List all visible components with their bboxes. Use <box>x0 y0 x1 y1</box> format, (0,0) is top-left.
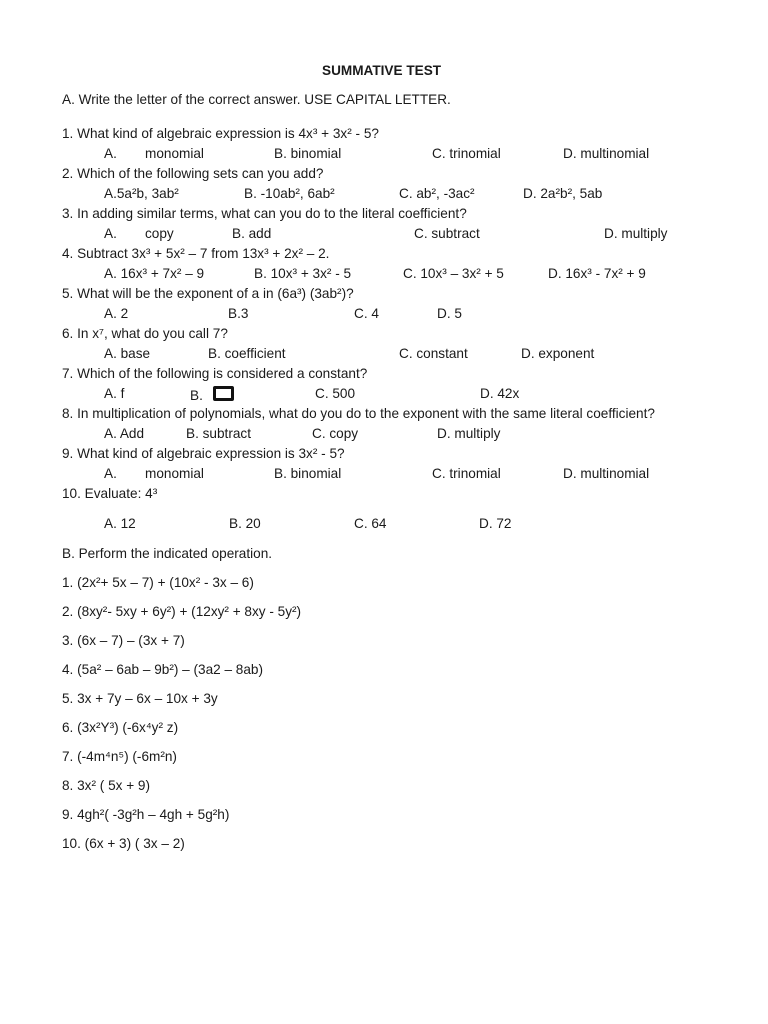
section-b-item-6: 6. (3x²Y³) (-6x⁴y² z) <box>62 720 179 735</box>
section-a-instruction: A. Write the letter of the correct answer. USE CAPITAL LETTER. <box>62 92 451 107</box>
q1-option-b: B. binomial <box>274 146 342 161</box>
q7-option-c: C. 500 <box>315 386 356 401</box>
q1-option-a-text: monomial <box>145 146 204 161</box>
section-b-item-10: 10. (6x + 3) ( 3x – 2) <box>62 836 185 851</box>
question-10-stem: 10. Evaluate: 4³ <box>62 486 158 501</box>
section-b-item-8: 8. 3x² ( 5x + 9) <box>62 778 151 793</box>
question-8-stem: 8. In multiplication of polynomials, what do you do to the exponent with the same literal coefficient? <box>62 406 655 421</box>
question-6-stem: 6. In x⁷, what do you call 7? <box>62 326 228 341</box>
section-b-instruction: B. Perform the indicated operation. <box>62 546 273 561</box>
question-3-stem: 3. In adding similar terms, what can you do to the literal coefficient? <box>62 206 467 221</box>
q1-option-d: D. multinomial <box>563 146 650 161</box>
q4-option-a: A. 16x³ + 7x² – 9 <box>104 266 205 281</box>
q2-option-d: D. 2a²b², 5ab <box>523 186 603 201</box>
q8-option-a: A. Add <box>104 426 145 441</box>
q9-option-a-letter: A. <box>104 466 117 481</box>
q6-option-d: D. exponent <box>521 346 595 361</box>
q6-option-a: A. base <box>104 346 151 361</box>
q1-option-c: C. trinomial <box>432 146 501 161</box>
q7-option-b-label: B. <box>190 388 203 403</box>
q6-option-c: C. constant <box>399 346 468 361</box>
q7-option-b <box>190 386 234 404</box>
q5-option-b: B.3 <box>228 306 249 321</box>
q9-option-d: D. multinomial <box>563 466 650 481</box>
q8-option-c: C. copy <box>312 426 359 441</box>
q10-option-d: D. 72 <box>479 516 512 531</box>
q10-option-a: A. 12 <box>104 516 136 531</box>
question-7-stem: 7. Which of the following is considered a constant? <box>62 366 368 381</box>
q9-option-c: C. trinomial <box>432 466 501 481</box>
section-b-item-9: 9. 4gh²( -3g²h – 4gh + 5g²h) <box>62 807 230 822</box>
q1-option-a-letter: A. <box>104 146 117 161</box>
q9-option-b: B. binomial <box>274 466 342 481</box>
q6-option-b: B. coefficient <box>208 346 286 361</box>
q7-option-d: D. 42x <box>480 386 520 401</box>
question-5-stem: 5. What will be the exponent of a in (6a³) (3ab²)? <box>62 286 354 301</box>
rectangle-icon <box>213 386 234 401</box>
q9-option-a-text: monomial <box>145 466 204 481</box>
q5-option-d: D. 5 <box>437 306 462 321</box>
q7-option-a: A. f <box>104 386 125 401</box>
q3-option-d: D. multiply <box>604 226 668 241</box>
q2-option-b: B. -10ab², 6ab² <box>244 186 335 201</box>
q4-option-c: C. 10x³ – 3x² + 5 <box>403 266 504 281</box>
q3-option-a-text: copy <box>145 226 174 241</box>
q5-option-c: C. 4 <box>354 306 379 321</box>
q4-option-b: B. 10x³ + 3x² - 5 <box>254 266 352 281</box>
page-title: SUMMATIVE TEST <box>322 63 442 78</box>
q10-option-c: C. 64 <box>354 516 387 531</box>
section-b-item-1: 1. (2x²+ 5x – 7) + (10x² - 3x – 6) <box>62 575 254 590</box>
section-b-item-4: 4. (5a² – 6ab – 9b²) – (3a2 – 8ab) <box>62 662 264 677</box>
q3-option-c: C. subtract <box>414 226 480 241</box>
question-4-stem: 4. Subtract 3x³ + 5x² – 7 from 13x³ + 2x² – 2. <box>62 246 330 261</box>
q5-option-a: A. 2 <box>104 306 129 321</box>
q8-option-b: B. subtract <box>186 426 251 441</box>
q3-option-a-letter: A. <box>104 226 117 241</box>
question-1-stem: 1. What kind of algebraic expression is 4x³ + 3x² - 5? <box>62 126 379 141</box>
q10-option-b: B. 20 <box>229 516 261 531</box>
section-b-item-7: 7. (-4m⁴n⁵) (-6m²n) <box>62 749 177 764</box>
q2-option-a: A.5a²b, 3ab² <box>104 186 179 201</box>
q2-option-c: C. ab², -3ac² <box>399 186 475 201</box>
question-9-stem: 9. What kind of algebraic expression is 3x² - 5? <box>62 446 345 461</box>
q8-option-d: D. multiply <box>437 426 501 441</box>
q3-option-b: B. add <box>232 226 272 241</box>
q4-option-d: D. 16x³ - 7x² + 9 <box>548 266 646 281</box>
section-b-item-5: 5. 3x + 7y – 6x – 10x + 3y <box>62 691 218 706</box>
section-b-item-3: 3. (6x – 7) – (3x + 7) <box>62 633 185 648</box>
section-b-item-2: 2. (8xy²- 5xy + 6y²) + (12xy² + 8xy - 5y²) <box>62 604 302 619</box>
question-2-stem: 2. Which of the following sets can you add? <box>62 166 324 181</box>
